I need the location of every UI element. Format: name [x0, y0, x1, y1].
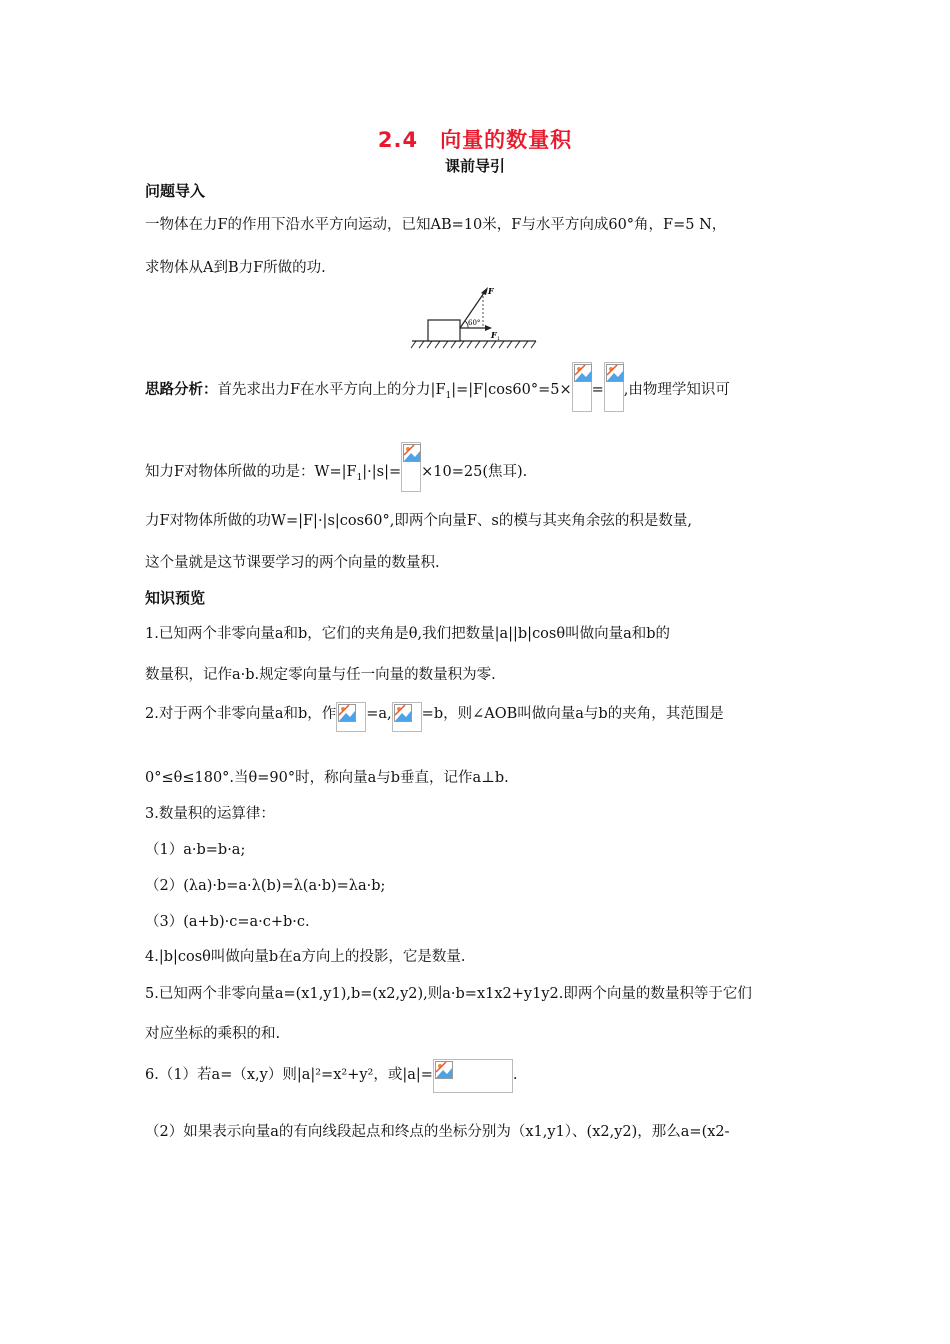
force-label-f: F	[488, 286, 494, 296]
page-title: 2.4 向量的数量积	[377, 128, 573, 152]
preview-item-3-1: （1）a·b=b·a;	[145, 842, 246, 858]
preview-item-5b: 对应坐标的乘积的和.	[145, 1026, 281, 1042]
preview-item-5a: 5.已知两个非零向量a=(x1,y1),b=(x2,y2),则a·b=x1x2+y1y2.即两个向量的数量积等于它们	[145, 986, 752, 1002]
intro-line-2: 求物体从A到B力F所做的功.	[145, 260, 326, 276]
angle-label: 60°	[468, 319, 481, 327]
analysis-line-2: 知力F对物体所做的功是：$W=|F_1|\cdot|s|=$ ×10=25(焦耳).	[145, 460, 527, 492]
formula-image	[604, 362, 624, 412]
analysis-line-3: 力F对物体所做的功W=|F|·|s|cos60°,即两个向量F、s的模与其夹角余弦的积是数量,	[145, 513, 692, 529]
broken-image-icon	[394, 704, 412, 722]
analysis-line-1: 思路分析：首先求出力F在水平方向上的分力$|F_1|=|F|\cos 60^\circ=5\times$ = ,由物理学知识可	[145, 378, 730, 412]
broken-image-icon	[403, 444, 421, 462]
formula-image	[401, 442, 421, 492]
preview-item-6b: （2）如果表示向量a的有向线段起点和终点的坐标分别为（x1,y1）、(x2,y2)，那么a=(x2-	[145, 1124, 730, 1140]
force-label-f1: F	[491, 330, 497, 340]
preview-item-3-2: （2）(λa)·b=a·λ(b)=λ(a·b)=λa·b;	[145, 878, 386, 894]
broken-image-icon	[338, 704, 356, 722]
formula-image	[572, 362, 592, 412]
preview-item-4: 4.|b|cosθ叫做向量b在a方向上的投影，它是数量.	[145, 949, 466, 965]
section-heading-preview: 知识预览	[145, 589, 206, 607]
formula-image	[392, 702, 422, 732]
force-diagram	[408, 284, 538, 354]
intro-line-1: 一物体在力F的作用下沿水平方向运动，已知AB=10米，F与水平方向成60°角，F=5 N，	[145, 217, 727, 233]
force-label-f1-sub: 1	[497, 336, 501, 342]
preview-item-2a: 2.对于两个非零向量a和b，作 =a, =b，则∠AOB叫做向量a与b的夹角，其范围是	[145, 702, 724, 732]
section-heading-intro: 问题导入	[145, 182, 206, 200]
analysis-label: 思路分析：	[145, 382, 218, 398]
formula-image	[336, 702, 366, 732]
block-shape	[428, 320, 460, 341]
preview-item-3: 3.数量积的运算律：	[145, 806, 275, 822]
broken-image-icon	[606, 364, 624, 382]
preview-item-3-3: （3）(a+b)·c=a·c+b·c.	[145, 914, 310, 930]
preview-item-1a: 1.已知两个非零向量a和b，它们的夹角是θ,我们把数量|a||b|cosθ叫做向量a和b的	[145, 626, 671, 642]
page-subtitle: 课前导引	[444, 157, 505, 175]
analysis-line-4: 这个量就是这节课要学习的两个向量的数量积.	[145, 555, 440, 571]
broken-image-icon	[435, 1061, 453, 1079]
preview-item-2b: 0°≤θ≤180°.当θ=90°时，称向量a与b垂直，记作a⊥b.	[145, 770, 509, 786]
broken-image-icon	[574, 364, 592, 382]
formula-image	[433, 1059, 513, 1093]
preview-item-1b: 数量积，记作a·b.规定零向量与任一向量的数量积为零.	[145, 667, 496, 683]
preview-item-6a: 6.（1）若a=（x,y）则|a|²=x²+y²，或|a|= .	[145, 1063, 518, 1093]
